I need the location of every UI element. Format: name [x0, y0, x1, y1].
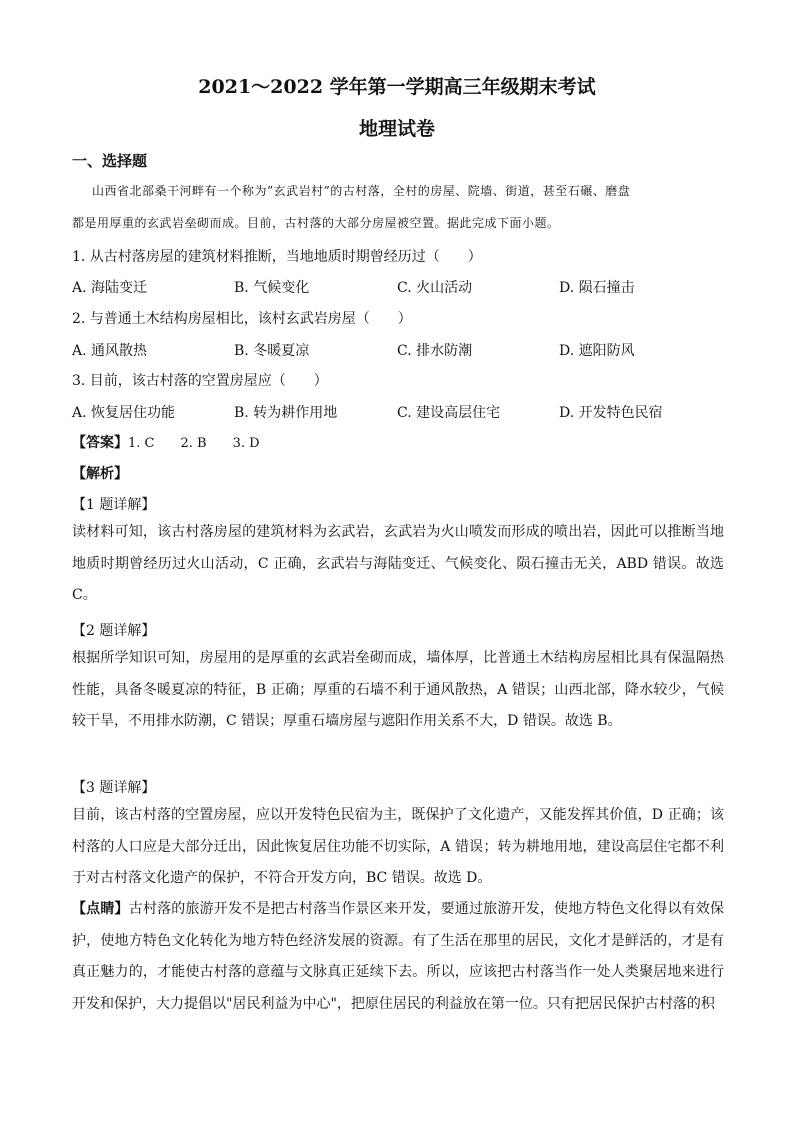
question-3-option-d: D. 开发特色民宿: [559, 405, 663, 421]
exam-subtitle: 地理试卷: [358, 118, 435, 140]
question-1-stem: 1. 从古村落房屋的建筑材料推断，当地地质时期曾经历过（ ）: [72, 249, 482, 265]
question-2-option-c: C. 排水防潮: [397, 343, 473, 359]
section-heading: 一、选择题: [72, 152, 148, 170]
question-1-option-c: C. 火山活动: [397, 280, 473, 296]
answer-label: 【答案】: [72, 435, 128, 451]
material-line-1: 山西省北部桑干河畔有一个称为”玄武岩村”的古村落，全村的房屋、院墙、街道，甚至石碾、磨盘: [92, 184, 631, 198]
detail-2-label: 【2 题详解】: [72, 623, 156, 639]
question-3-option-c: C. 建设高层住宅: [397, 405, 501, 421]
question-3-stem: 3. 目前，该古村落的空置房屋应（ ）: [72, 373, 328, 389]
analysis-label: 【解析】: [72, 466, 128, 482]
question-2-option-d: D. 遮阳防风: [559, 343, 635, 359]
detail-1-label: 【1 题详解】: [72, 497, 156, 513]
detail-3-label: 【3 题详解】: [72, 780, 156, 796]
question-1-option-a: A. 海陆变迁: [72, 280, 148, 296]
answer-values: 1. C 2. B 3. D: [128, 436, 260, 451]
detail-2-text: 根据所学知识可知，房屋用的是厚重的玄武岩垒砌而成，墙体厚，比普通土木结构房屋相比具有保温隔热性能，具备冬暖夏凉的特征，B 正确；厚重的石墙不利于通风散热，A 错误；山西北部，降水较少，气候较干旱，不用排水防潮，C 错误；厚重石墙房屋与遮阳作用关系不大，D 错误。故选 B。: [72, 650, 724, 729]
question-3-option-a: A. 恢复居住功能: [72, 405, 176, 421]
detail-1-text: 读材料可知，该古村落房屋的建筑材料为玄武岩，玄武岩为火山喷发而形成的喷出岩，因此可以推断当地地质时期曾经历过火山活动，C 正确，玄武岩与海陆变迁、气候变化、陨石撞击无关，ABD 错误。故选 C。: [72, 524, 724, 603]
exam-title: 2021～2022 学年第一学期高三年级期末考试: [198, 76, 596, 98]
question-3-option-b: B. 转为耕作用地: [234, 405, 338, 421]
question-2-option-b: B. 冬暖夏凉: [234, 343, 310, 359]
question-2-stem: 2. 与普通土木结构房屋相比，该村玄武岩房屋（ ）: [72, 311, 412, 327]
material-line-2: 都是用厚重的玄武岩垒砌而成。目前，古村落的大部分房屋被空置。据此完成下面小题。: [72, 216, 560, 230]
comment-text: 古村落的旅游开发不是把古村落当作景区来开发，要通过旅游开发，使地方特色文化得以有效保护，使地方特色文化转化为地方特色经济发展的资源。有了生活在那里的居民，文化才是鲜活的，才是有真正魅力的，才能使古村落的意蕴与文脉真正延续下去。所以，应该把古村落当作一处人类聚居地来进行开发和保护，大力提倡以"居民利益为中心"，把原住居民的利益放在第一位。只有把居民保护古村落的积: [72, 901, 725, 1012]
question-1-option-b: B. 气候变化: [234, 280, 310, 296]
detail-3-text: 目前，该古村落的空置房屋，应以开发特色民宿为主，既保护了文化遗产，又能发挥其价值，D 正确；该村落的人口应是大部分迁出，因此恢复居住功能不切实际，A 错误；转为耕地用地，建设高层住宅都不利于对古村落文化遗产的保护，不符合开发方向，BC 错误。故选 D。: [72, 807, 724, 886]
comment-label: 【点睛】: [72, 901, 129, 917]
question-1-option-d: D. 陨石撞击: [559, 280, 635, 296]
answer-line: [72, 432, 260, 452]
question-2-option-a: A. 通风散热: [72, 343, 148, 359]
comment-paragraph: [72, 894, 724, 1020]
